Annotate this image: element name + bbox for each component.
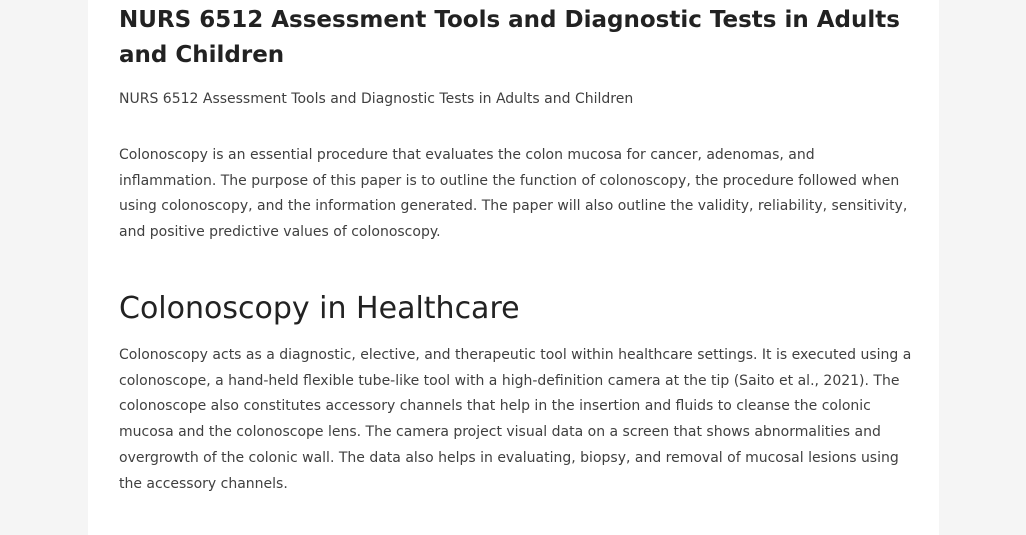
article-container (88, 0, 939, 535)
section-heading: Colonoscopy in Healthcare (119, 291, 520, 326)
article-subtitle: NURS 6512 Assessment Tools and Diagnostic Tests in Adults and Children (119, 91, 634, 107)
intro-paragraph: Colonoscopy is an essential procedure that evaluates the colon mucosa for cancer, adenomas, and inflammation. The purpose of this paper is to outline the function of colonoscopy, the procedure followed when using colonoscopy, and the information generated. The paper will also outline the validity, reliability, sensitivity, and positive predictive values of colonoscopy. (119, 147, 908, 241)
page-title: NURS 6512 Assessment Tools and Diagnostic Tests in Adults and Children (119, 7, 900, 68)
section-paragraph: Colonoscopy acts as a diagnostic, elective, and therapeutic tool within healthcare settings. It is executed using a colonoscope, a hand-held flexible tube-like tool with a high-definition camera at the tip (Saito et al., 2021). The colonoscope also constitutes accessory channels that help in the insertion and fluids to cleanse the colonic mucosa and the colonoscope lens. The camera project visual data on a screen that shows abnormalities and overgrowth of the colonic wall. The data also helps in evaluating, biopsy, and removal of mucosal lesions using the accessory channels. (119, 347, 912, 492)
